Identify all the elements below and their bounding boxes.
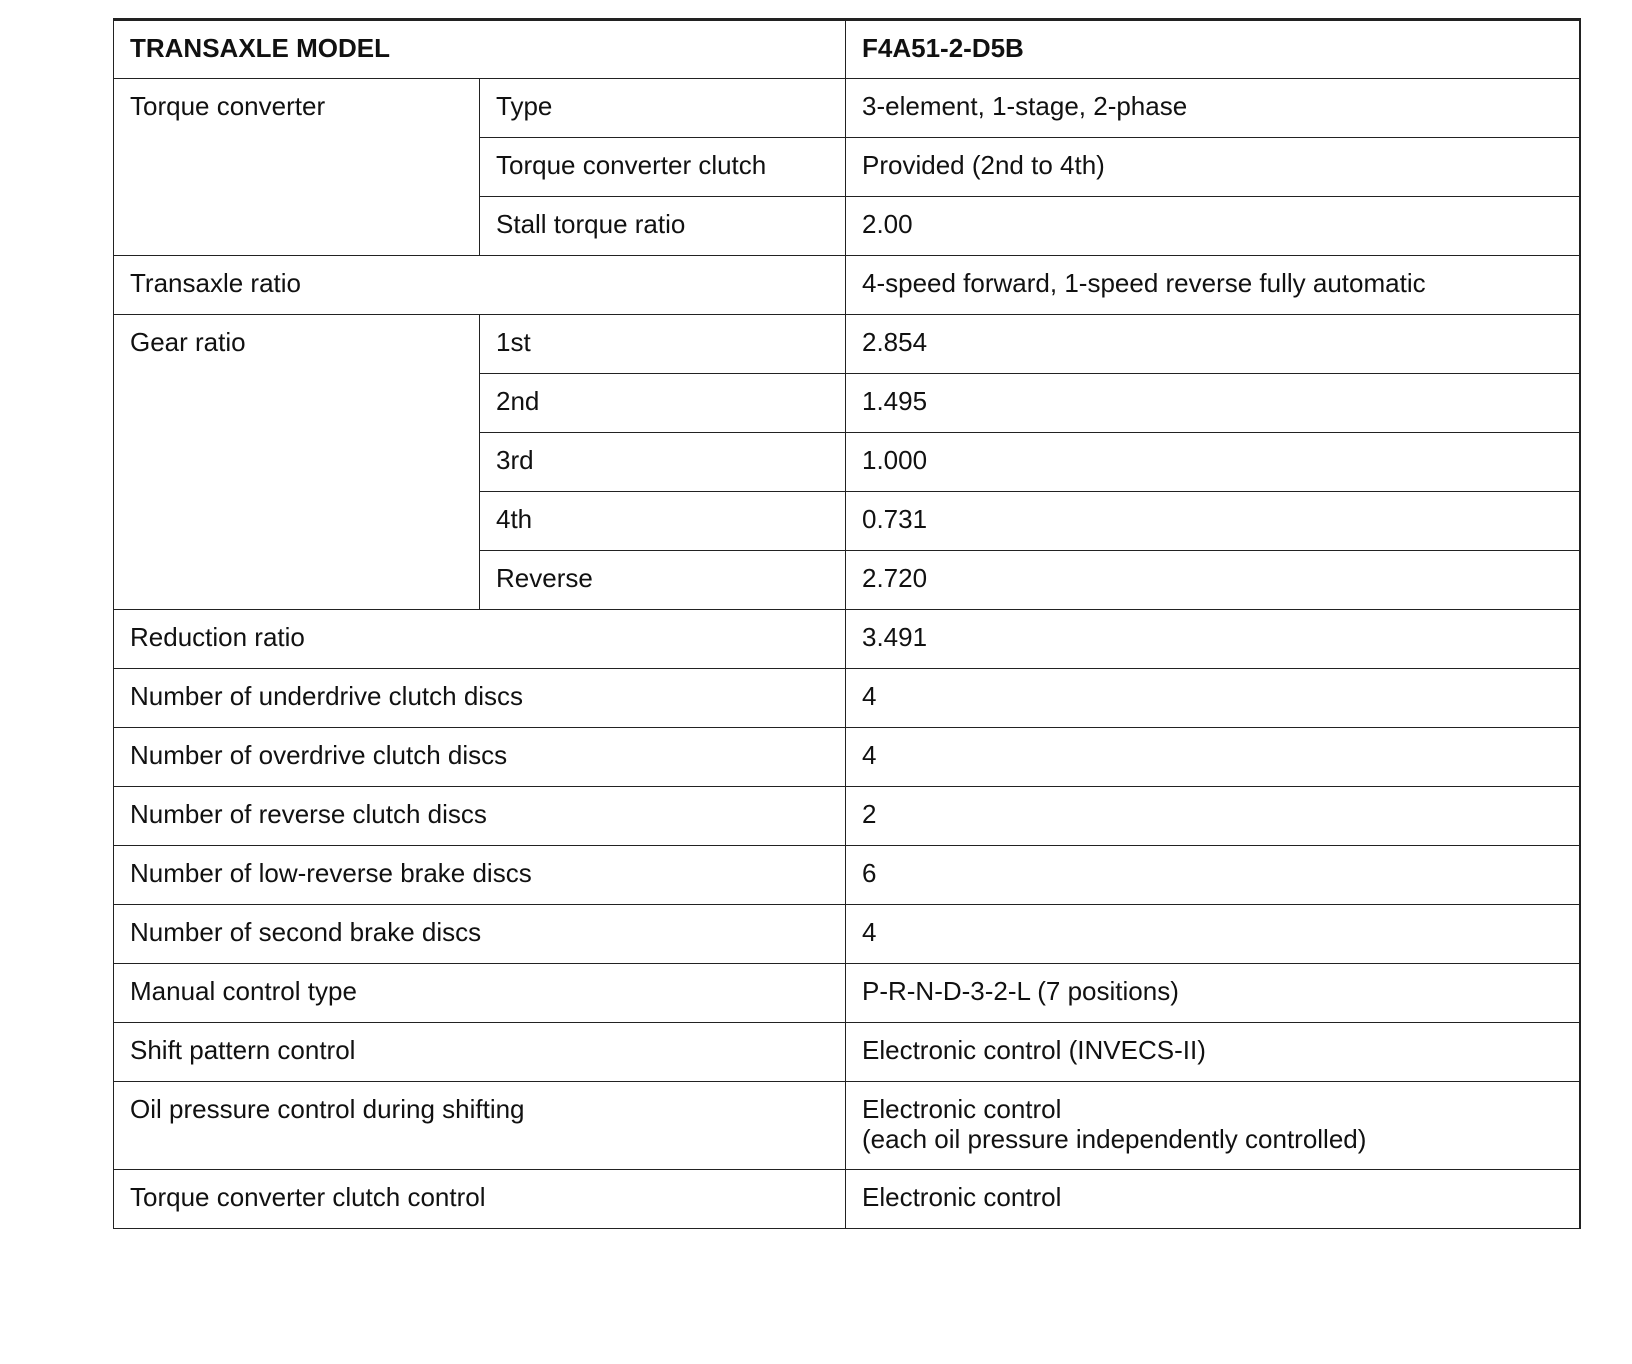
sub-label: Stall torque ratio xyxy=(480,197,846,256)
sub-label: 2nd xyxy=(480,374,846,433)
spec-label: Number of low-reverse brake discs xyxy=(114,846,846,905)
table-row xyxy=(114,315,1580,374)
gear-ratio-label: Gear ratio xyxy=(114,315,480,610)
sub-label: Torque converter clutch xyxy=(480,138,846,197)
sub-label: Type xyxy=(480,79,846,138)
table-row xyxy=(114,1082,1580,1170)
spec-value: 4 xyxy=(846,905,1580,964)
header-value: F4A51-2-D5B xyxy=(846,20,1580,79)
spec-value: 2.854 xyxy=(846,315,1580,374)
oil-pressure-label: Oil pressure control during shifting xyxy=(114,1082,846,1170)
table-row xyxy=(114,256,1580,315)
spec-label: Number of reverse clutch discs xyxy=(114,787,846,846)
spec-label: Number of overdrive clutch discs xyxy=(114,728,846,787)
spec-value: 0.731 xyxy=(846,492,1580,551)
table-row xyxy=(114,846,1580,905)
spec-value: 2 xyxy=(846,787,1580,846)
sub-label: 3rd xyxy=(480,433,846,492)
spec-value: Electronic control (INVECS-II) xyxy=(846,1023,1580,1082)
spec-value: 2.720 xyxy=(846,551,1580,610)
table-row xyxy=(114,79,1580,138)
header-label: TRANSAXLE MODEL xyxy=(114,20,846,79)
table-row xyxy=(114,905,1580,964)
spec-label: Shift pattern control xyxy=(114,1023,846,1082)
torque-converter-label: Torque converter xyxy=(114,79,480,256)
spec-label: Reduction ratio xyxy=(114,610,846,669)
table-row xyxy=(114,1170,1580,1229)
tcc-control-label: Torque converter clutch control xyxy=(114,1170,846,1229)
spec-value: 1.495 xyxy=(846,374,1580,433)
sub-label: 1st xyxy=(480,315,846,374)
table-row xyxy=(114,610,1580,669)
transaxle-spec-table xyxy=(113,18,1581,1229)
oil-pressure-value xyxy=(846,1082,1580,1170)
spec-label: Manual control type xyxy=(114,964,846,1023)
spec-value: P-R-N-D-3-2-L (7 positions) xyxy=(846,964,1580,1023)
table-row xyxy=(114,669,1580,728)
spec-value: 4 xyxy=(846,669,1580,728)
oil-pressure-value-line2: (each oil pressure independently controlled) xyxy=(862,1124,1367,1154)
spec-value: 1.000 xyxy=(846,433,1580,492)
spec-label: Number of second brake discs xyxy=(114,905,846,964)
spec-label: Number of underdrive clutch discs xyxy=(114,669,846,728)
spec-value: 3-element, 1-stage, 2-phase xyxy=(846,79,1580,138)
sub-label: 4th xyxy=(480,492,846,551)
spec-value: 2.00 xyxy=(846,197,1580,256)
table-header-row xyxy=(114,20,1580,79)
transaxle-ratio-value: 4-speed forward, 1-speed reverse fully automatic xyxy=(846,256,1580,315)
oil-pressure-value-line1: Electronic control xyxy=(862,1094,1062,1124)
spec-value: 3.491 xyxy=(846,610,1580,669)
spec-value: 4 xyxy=(846,728,1580,787)
table-row xyxy=(114,787,1580,846)
table-row xyxy=(114,964,1580,1023)
spec-value: 6 xyxy=(846,846,1580,905)
sub-label: Reverse xyxy=(480,551,846,610)
table-row xyxy=(114,1023,1580,1082)
tcc-control-value: Electronic control xyxy=(846,1170,1580,1229)
table-row xyxy=(114,728,1580,787)
spec-value: Provided (2nd to 4th) xyxy=(846,138,1580,197)
transaxle-ratio-label: Transaxle ratio xyxy=(114,256,846,315)
